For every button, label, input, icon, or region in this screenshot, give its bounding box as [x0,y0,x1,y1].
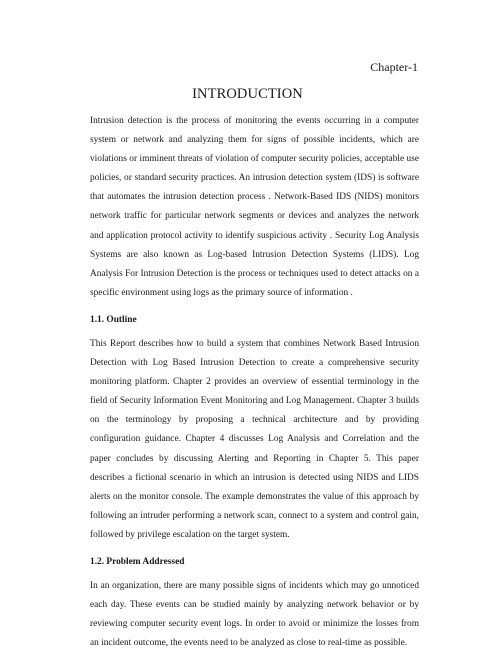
section-heading-problem-addressed: 1.2. Problem Addressed [90,556,185,567]
section-paragraph-problem-addressed: In an organization, there are many possible signs of incidents which may go unnoticed each day. These events can be studied mainly by analyzing network behavior or by reviewing computer security event logs. In order to avoid or minimize the losses from an incident outcome, the events need to be analyzed as close to real-time as possible. [90,580,419,649]
chapter-label: Chapter-1 [370,60,418,74]
section-heading-outline: 1.1. Outline [90,314,137,325]
section-paragraph-outline: This Report describes how to build a system that combines Network Based Intrusion Detection with Log Based Intrusion Detection to create a comprehensive security monitoring platform. Chapter 2 provides an overview of essential terminology in the field of Security Information Event Monitoring and Log Management. Chapter 3 builds on the terminology by proposing a technical architecture and by providing configuration guidance. Chapter 4 discusses Log Analysis and Correlation and the paper concludes by discussing Alerting and Reporting in Chapter 5. This paper describes a fictional scenario in which an intrusion is detected using NIDS and LIDS alerts on the monitor console. The example demonstrates the value of this approach by following an intruder performing a network scan, connect to a system and control gain, followed by privilege escalation on the target system. [90,338,419,540]
document-body [90,112,419,653]
page-title: INTRODUCTION [192,86,303,102]
intro-paragraph: Intrusion detection is the process of monitoring the events occurring in a computer system or network and analyzing them for signs of possible incidents, which are violations or imminent threats of violation of computer security policies, acceptable use policies, or standard security practices. An intrusion detection system (IDS) is software that automates the intrusion detection process . Network-Based IDS (NIDS) monitors network traffic for particular network segments or devices and analyzes the network and application protocol activity to identify suspicious activity . Security Log Analysis Systems are also known as Log-based Intrusion Detection Systems (LIDS). Log Analysis For Intrusion Detection is the process or techniques used to detect attacks on a specific environment using logs as the primary source of information . [90,116,419,298]
